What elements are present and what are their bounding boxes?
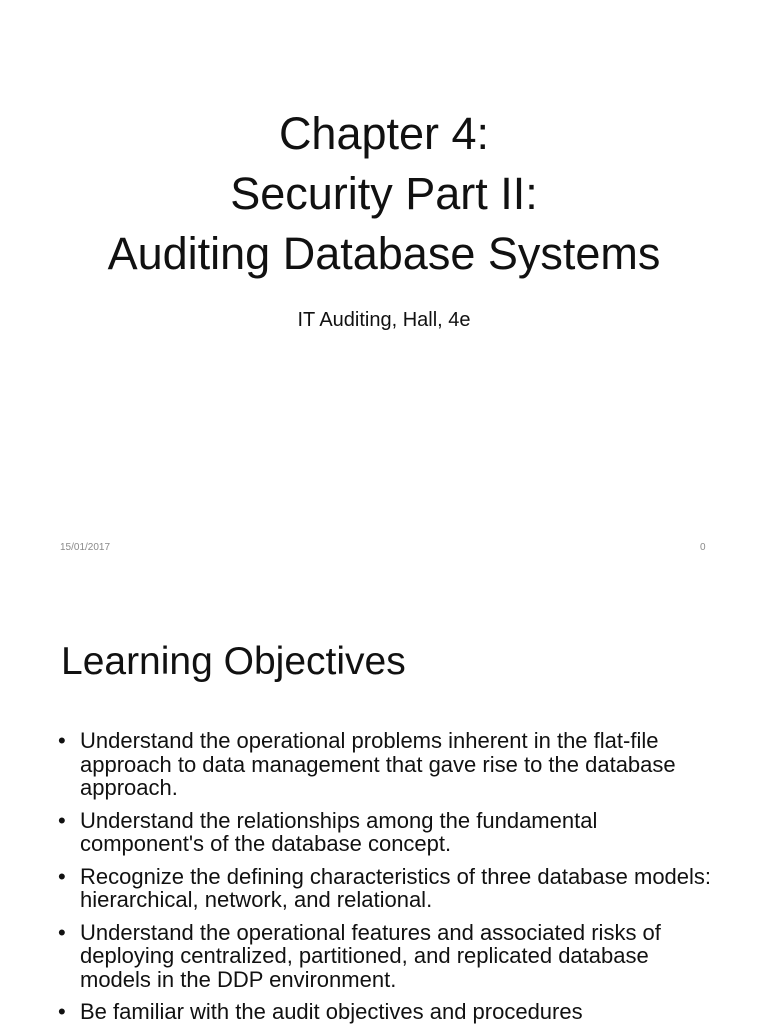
title-line-part: Security Part II: xyxy=(230,168,538,219)
title-line-topic: Auditing Database Systems xyxy=(107,228,661,279)
objectives-slide xyxy=(0,600,768,1024)
objectives-list xyxy=(58,729,718,1024)
list-item-text: Be familiar with the audit objectives and procedures xyxy=(80,999,583,1024)
list-item xyxy=(58,1000,718,1024)
slide-title xyxy=(0,104,768,284)
bullet-icon: • xyxy=(58,919,66,945)
slide-subtitle: IT Auditing, Hall, 4e xyxy=(297,309,471,331)
list-item-text: Understand the relationships among the fundamental component's of the database concept. xyxy=(80,807,598,856)
bullet-icon: • xyxy=(58,999,66,1024)
bullet-icon: • xyxy=(58,863,66,889)
slide-date: 15/01/2017 xyxy=(60,542,111,553)
list-item xyxy=(58,809,718,856)
list-item xyxy=(58,865,718,912)
objectives-heading: Learning Objectives xyxy=(61,640,406,683)
list-item-text: Understand the operational problems inherent in the flat-file approach to data management that gave rise to the database approach. xyxy=(80,728,676,800)
list-item-text: Recognize the defining characteristics of three database models: hierarchical, network, and relational. xyxy=(80,863,712,912)
slide-number: 0 xyxy=(700,542,706,553)
bullet-icon: • xyxy=(58,728,66,753)
title-line-chapter: Chapter 4: xyxy=(278,108,490,159)
list-item xyxy=(58,921,718,992)
bullet-icon: • xyxy=(58,807,66,833)
list-item xyxy=(58,729,718,800)
list-item-text: Understand the operational features and associated risks of deploying centralized, partitioned, and replicated database models in the DDP environment. xyxy=(80,919,661,992)
